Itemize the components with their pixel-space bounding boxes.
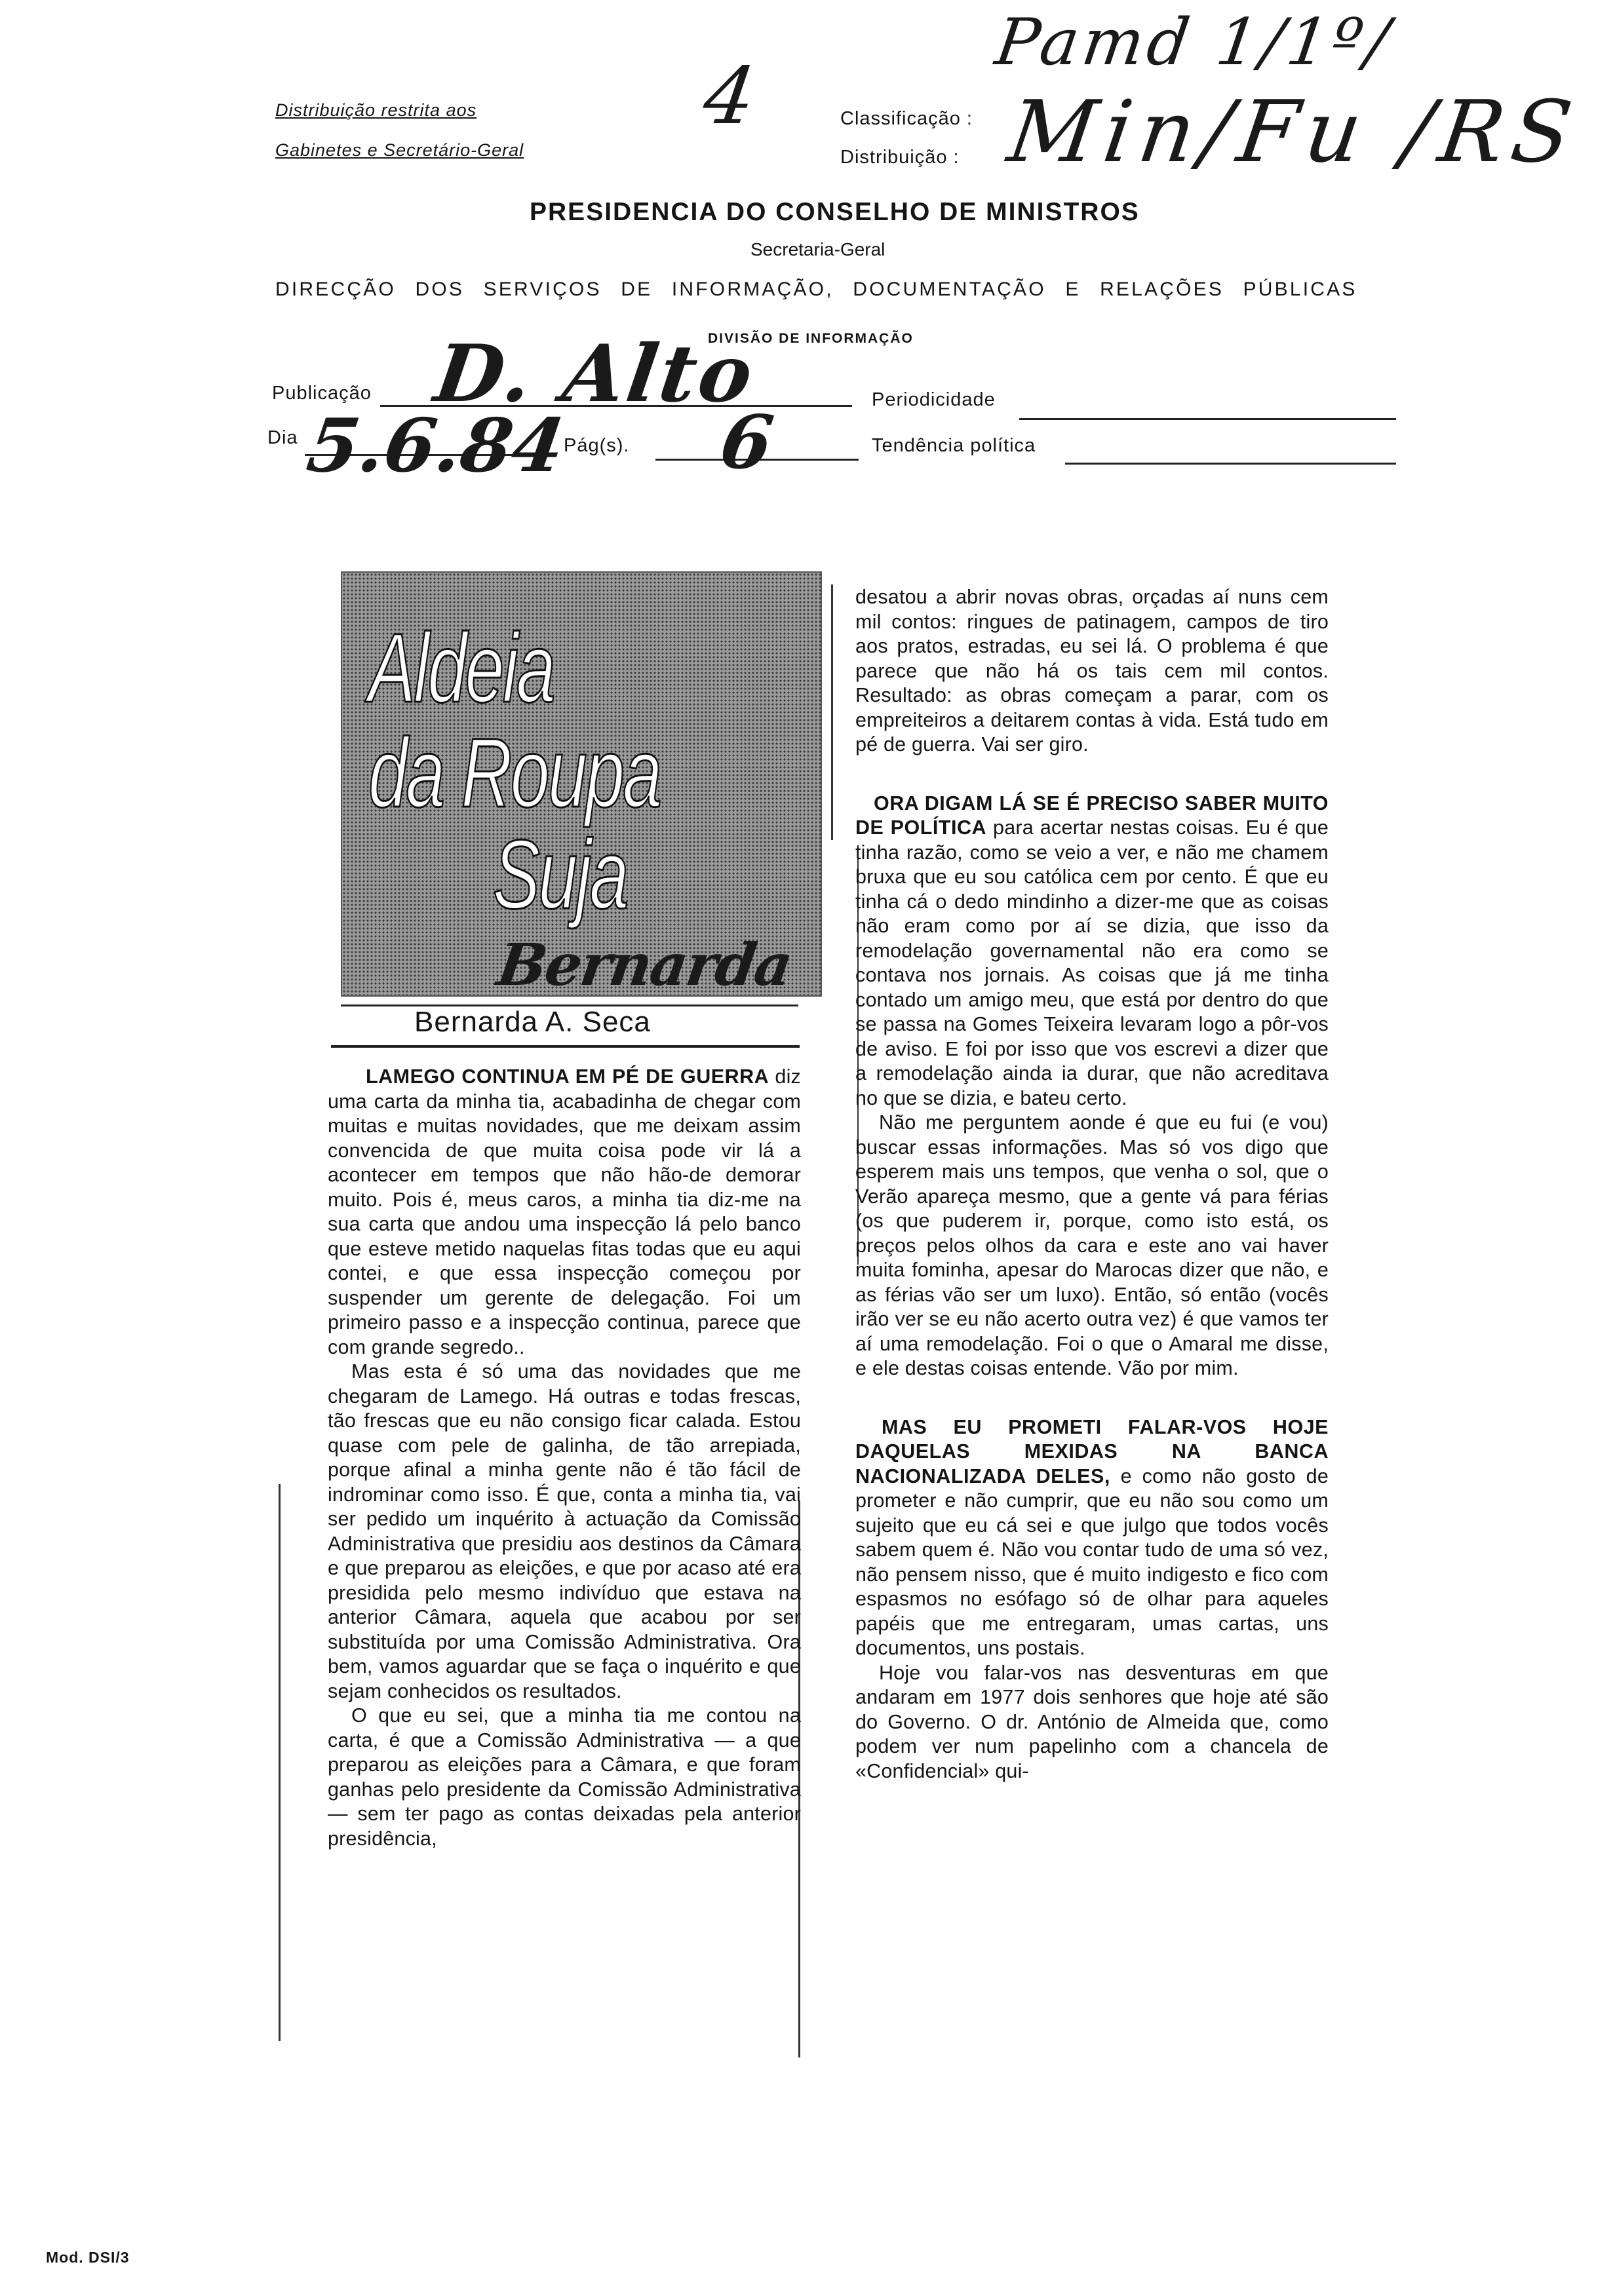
handwritten-classification: Min/Fu /RS (1002, 82, 1586, 182)
handwritten-code: 4 (698, 51, 762, 142)
tendencia-label: Tendência política (872, 435, 1036, 456)
title-line-2: da Roupa (368, 718, 661, 828)
form-code: Mod. DSI/3 (46, 2249, 130, 2266)
secretaria-geral: Secretaria-Geral (750, 239, 885, 259)
handwritten-signature-scrawl: Bernarda (493, 930, 796, 999)
col1-paragraph-3: O que eu sei, que a minha tia me contou na carta, é que a Comissão Administrativa — a que preparou as eleições para a Câmara, e que foram ganhas pelo presidente da Comissão Administrativa — sem ter pago as contas deixadas pela anterior presidência, (328, 1704, 801, 1850)
publicacao-handwritten: D. Alto (429, 328, 761, 420)
handwritten-top-note: Pamd 1/1º/ (990, 5, 1397, 80)
col2-text-2: para acertar nestas coisas. Eu é que tinha razão, como se veio a ver, e não me chamem bruxa que eu sou católica cem por cento. É que eu tinha cá o dedo mindinho a dizer-me que as coisas não eram como por aí se dizia, que isso da remodelação governamental não era como se contava nos jornais. As coisas que já me tinha contado um amigo meu, que está por dentro do que se passa na Gomes Teixeira levaram logo a pôr-vos de aviso. E foi por isso que vos escrevi a dizer que a remodelação ainda ia durar, que não acreditava no que se dizia, e bateu certo. (855, 816, 1329, 1109)
tendencia-line (1065, 463, 1396, 465)
col1-lead-text: diz uma carta da minha tia, acabadinha de chegar com muitas e muitas novidades, que me deixam assim convencida de que muita coisa pode vir lá a acontecer em tempos que não hão-de demorar muito. Pois é, meus caros, a minha tia diz-me na sua carta que andou uma inspecção lá pelo banco que esteve metido naquelas fitas todas que eu aqui contei, e que essa inspecção começou por suspender um gerente de delegação. Foi um primeiro passo e a inspecção continua, parece que com grande segredo.. (328, 1065, 801, 1358)
article-column-1 (328, 1065, 801, 1851)
restricted-line-2: Gabinetes e Secretário-Geral (275, 140, 524, 160)
pags-label: Pág(s). (564, 435, 630, 456)
restricted-line-1: Distribuição restrita aos (275, 100, 477, 120)
dia-label: Dia (267, 427, 298, 448)
col2-paragraph-1: desatou a abrir novas obras, orçadas aí nuns cem mil contos: ringues de patinagem, campos de tiro aos pratos, estradas, eu sei lá. O problema é que parece que não há os tais cem mil contos. Resultado: as obras começam a parar, com os empreiteiros a deitarem contas à vida. Está tudo em pé de guerra. Vai ser giro. (855, 586, 1329, 756)
classificacao-label: Classificação : (840, 108, 973, 129)
divisao-informacao: DIVISÃO DE INFORMAÇÃO (708, 331, 914, 346)
margin-pen-line-col2 (831, 584, 833, 840)
title-line-1: Aldeia (368, 613, 554, 723)
col1-paragraph-2: Mas esta é só uma das novidades que me chegaram de Lamego. Há outras e todas frescas, tão frescas que eu não consigo ficar calada. Estou quase com pele de galinha, de tão arrepiada, porque afinal a minha gente não é tão fácil de indrominar como isso. É que, conta a minha tia, vai ser pedido um inquérito à actuação da Comissão Administrativa que presidiu aos destinos da Câmara e que preparou as eleições, e que por acaso até era presidida pelo mesmo indivíduo que estava na anterior Câmara, aquela que acabou por ser substituída por uma Comissão Administrativa. Ora bem, vamos aguardar que se faça o inquérito e que sejam conhecidos os resultados. (328, 1360, 801, 1702)
col1-lead-heading: LAMEGO CONTINUA EM PÉ DE GUERRA (366, 1065, 769, 1088)
title-line-3: Suja (493, 819, 627, 929)
byline: Bernarda A. Seca (414, 1006, 651, 1038)
col2-heading-4: MAS EU PROMETI FALAR-VOS HOJE DAQUELAS MEXIDAS NA BANCA NACIONALIZADA DELES, (855, 1415, 1329, 1487)
col2-paragraph-3: Não me perguntem aonde é que eu fui (e vou) buscar essas informações. Mas só vos digo que esperem mais uns tempos, que venha o sol, que o Verão apareça mesmo, que a gente vá para férias (os que puderem ir, porque, como isto está, os preços pelos olhos da cara e este ano vai haver muita fominha, apesar do Marocas dizer que não, e as férias vão ser um luxo). Então, só então (vocês irão ver se eu não acerto outra vez) é que vamos ter aí uma remodelação. Foi o que o Amaral me disse, e ele destas coisas entende. Vão por mim. (855, 1111, 1329, 1379)
direccao-servicos: DIRECÇÃO DOS SERVIÇOS DE INFORMAÇÃO, DOCUMENTAÇÃO E RELAÇÕES PÚBLICAS (275, 278, 1357, 300)
periodicidade-line (1019, 418, 1396, 420)
article-column-2 (855, 585, 1329, 1784)
org-title: PRESIDENCIA DO CONSELHO DE MINISTROS (530, 198, 1140, 226)
col2-text-4: e como não gosto de prometer e não cumprir, que eu não sou como um sujeito que eu cá sei e que julgo que todos vocês sabem quem é. Não vou contar tudo de uma só vez, não pensem nisso, que é muito indigesto e fico com espasmos no esófago só de olhar para aqueles papéis que me entregaram, umas cartas, uns documentos, uns postais. (855, 1464, 1329, 1659)
col2-paragraph-4 (855, 1415, 1329, 1661)
col2-heading-2: ORA DIGAM LÁ SE É PRECISO SABER MUITO DE POLÍTICA (855, 792, 1329, 839)
margin-pen-line-left (279, 1484, 281, 2041)
col1-paragraph-1 (328, 1065, 801, 1360)
col2-paragraph-5: Hoje vou falar-vos nas desventuras em que andaram em 1977 dois senhores que hoje até são do Governo. O dr. António de Almeida que, como podem ver num papelinho com a chancela de «Confidencial» qui- (855, 1661, 1329, 1782)
byline-bottom-rule (331, 1045, 800, 1048)
pags-handwritten: 6 (714, 400, 779, 486)
distribuicao-label: Distribuição : (840, 147, 960, 168)
col2-paragraph-2 (855, 792, 1329, 1111)
dia-handwritten: 5.6.84 (302, 403, 570, 489)
publicacao-label: Publicação (272, 383, 372, 404)
periodicidade-label: Periodicidade (872, 389, 996, 410)
